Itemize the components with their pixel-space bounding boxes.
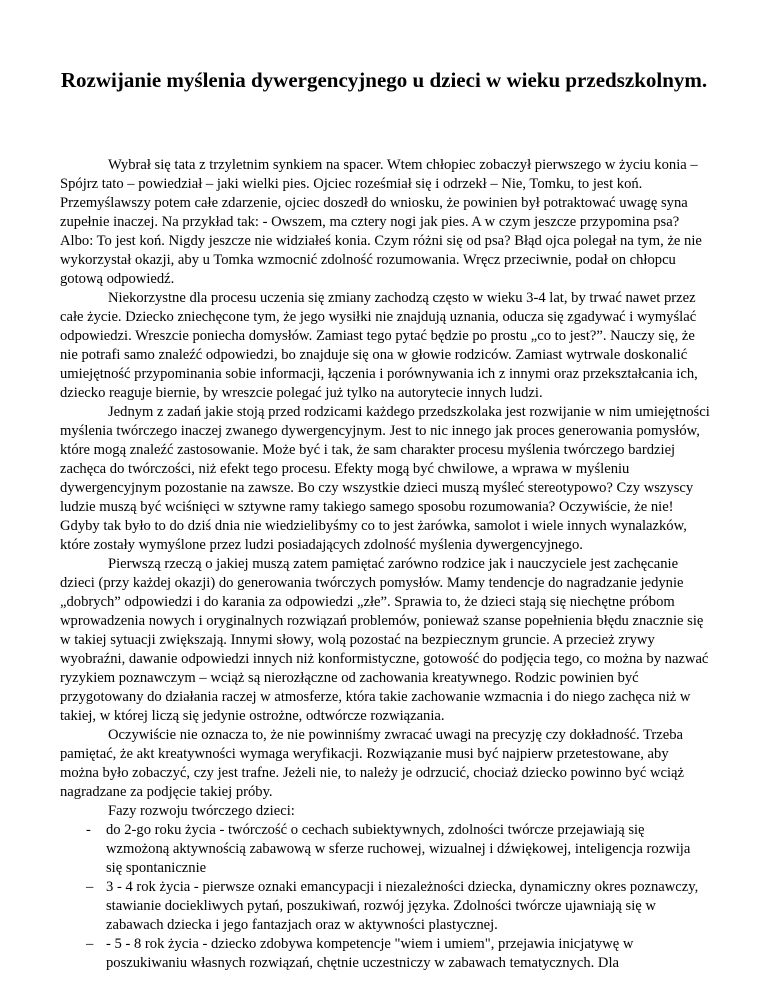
list-bullet: -	[86, 822, 91, 838]
list-item-text: - 5 - 8 rok życia - dziecko zdobywa kompetencje "wiem i umiem", przejawia inicjatywę w poszukiwaniu własnych rozwiązań, chętnie uczestniczy w zabawach tematycznych. Dla	[106, 936, 634, 971]
phases-list	[60, 821, 710, 973]
list-item-text: do 2-go roku życia - twórczość o cechach subiektywnych, zdolności twórcze przejawiają się wzmożoną aktywnością zabawową w sferze ruchowej, wizualnej i dźwiękowej, inteligencja rozwija się spontanicznie	[106, 822, 691, 876]
phases-heading: Fazy rozwoju twórczego dzieci:	[108, 803, 295, 819]
document-title: Rozwijanie myślenia dywergencyjnego u dzieci w wieku przedszkolnym.	[60, 68, 708, 92]
paragraph: Oczywiście nie oznacza to, że nie powinniśmy zwracać uwagi na precyzję czy dokładność. Trzeba pamiętać, że akt kreatywności wymaga weryfikacji. Rozwiązanie musi być najpierw przetestowane, aby można było zobaczyć, czy jest trafne. Jeżeli nie, to należy je odrzucić, chociaż dziecko powinno być wciąż nagradzane za podjęcie takiej próby.	[60, 727, 684, 800]
paragraph: Niekorzystne dla procesu uczenia się zmiany zachodzą często w wieku 3-4 lat, by trwać nawet przez całe życie. Dziecko zniechęcone tym, że jego wysiłki nie znajdują uznania, oducza się zgadywać i wymyślać odpowiedzi. Wreszcie poniecha domysłów. Zamiast tego pytać będzie po prostu „co to jest?”. Nauczy się, że nie potrafi samo znaleźć odpowiedzi, bo znajduje się ona w głowie rodziców. Zamiast wytrwale doskonalić umiejętność przypominania sobie informacji, łączenia i porównywania ich z innymi oraz przekształcania ich, dziecko reaguje biernie, by wreszcie polegać już tylko na autorytecie innych ludzi.	[60, 290, 698, 401]
paragraph: Wybrał się tata z trzyletnim synkiem na spacer. Wtem chłopiec zobaczył pierwszego w życiu konia – Spójrz tato – powiedział – jaki wielki pies. Ojciec roześmiał się i odrzekł – Nie, Tomku, to jest koń. Przemyślawszy potem całe zdarzenie, ojciec doszedł do wniosku, że powinien był potraktować uwagę syna zupełnie inaczej. Na przykład tak: - Owszem, ma cztery nogi jak pies. A w czym jeszcze przypomina psa? Albo: To jest koń. Nigdy jeszcze nie widziałeś konia. Czym różni się od psa? Błąd ojca polegał na tym, że nie wykorzystał okazji, aby u Tomka wzmocnić zdolność rozumowania. Wręcz przeciwnie, podał on chłopcu gotową odpowiedź.	[60, 157, 702, 287]
list-item	[60, 821, 710, 878]
paragraph: Jednym z zadań jakie stoją przed rodzicami każdego przedszkolaka jest rozwijanie w nim umiejętności myślenia twórczego inaczej zwanego dywergencyjnym. Jest to nic innego jak proces generowania pomysłów, które mogą znaleźć zastosowanie. Może być i tak, że sam charakter procesu myślenia twórczego bardziej zachęca do twórczości, niż efekt tego procesu. Efekty mogą być chwilowe, a wprawa w myśleniu dywergencyjnym pozostanie na zawsze. Bo czy wszystkie dzieci muszą myśleć stereotypowo? Czy wszyscy ludzie muszą być wciśnięci w sztywne ramy takiego samego sposobu rozumowania? Oczywiście, że nie! Gdyby tak było to do dziś dnia nie wiedzielibyśmy co to jest żarówka, samolot i wiele innych wynalazków, które zostały wymyślone przez ludzi posiadających zdolność myślenia dywergencyjnego.	[60, 404, 710, 553]
paragraph: Pierwszą rzeczą o jakiej muszą zatem pamiętać zarówno rodzice jak i nauczyciele jest zachęcanie dzieci (przy każdej okazji) do generowania twórczych pomysłów. Mamy tendencje do nagradzanie jedynie „dobrych” odpowiedzi i do karania za odpowiedzi „złe”. Sprawia to, że dzieci stają się niechętne próbom wprowadzenia nowych i oryginalnych rozwiązań problemów, ponieważ szanse popełnienia błędu znacznie się w takiej sytuacji zwiększają. Innymi słowy, wolą pozostać na bezpiecznym gruncie. A przecież zrywy wyobraźni, dawanie odpowiedzi innych niż konformistyczne, gotowość do podjęcia tego, co można by nazwać ryzykiem poznawczym – wciąż są nierozłączne od zachowania kreatywnego. Rodzic powinien być przygotowany do działania raczej w atmosferze, która takie zachowanie wzmacnia i do niego zachęca niż w takiej, w której liczą się jedynie ostrożne, odtwórcze rozwiązania.	[60, 556, 709, 724]
list-item	[60, 878, 710, 935]
list-bullet: –	[86, 936, 94, 952]
list-item-text: 3 - 4 rok życia - pierwsze oznaki emancypacji i niezależności dziecka, dynamiczny okres poznawczy, stawianie dociekliwych pytań, poszukiwań, rozwój języka. Zdolności twórcze ujawniają się w zabawach dziecka i jego fantazjach oraz w aktywności plastycznej.	[106, 879, 699, 933]
list-bullet: –	[86, 879, 94, 895]
document-body	[60, 156, 710, 973]
list-item	[60, 935, 710, 973]
